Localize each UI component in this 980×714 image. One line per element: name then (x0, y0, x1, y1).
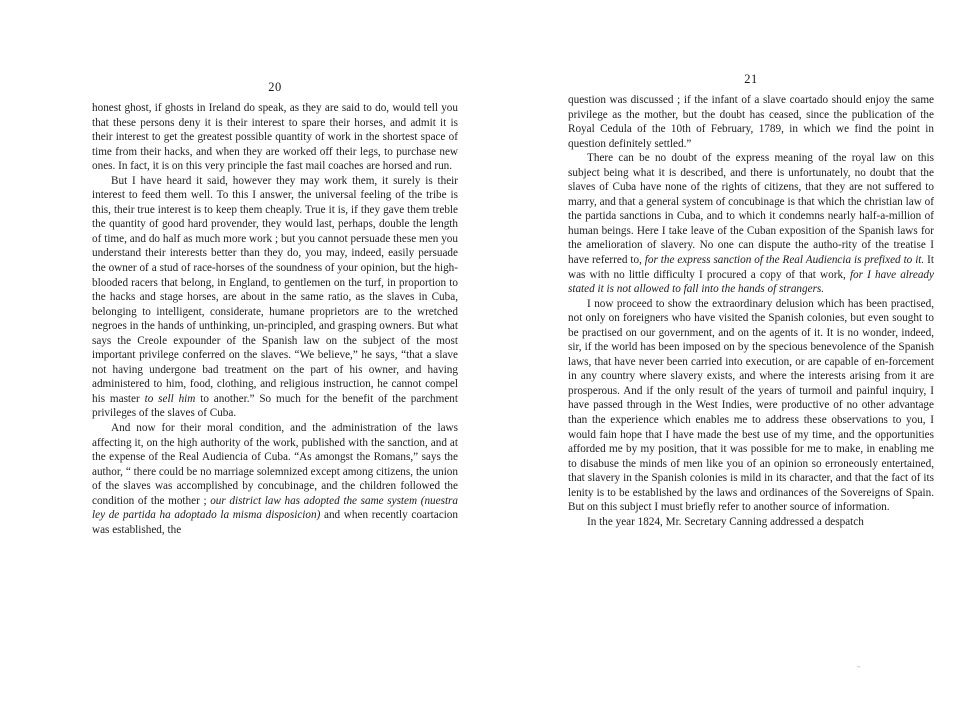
paragraph (568, 515, 934, 530)
left-page (92, 0, 458, 714)
text-run: question was discussed ; if the infant of a slave coartado should enjoy the same privilege as the mother, but the doubt has ceased, since the publication of the Royal Cedula of the 10th of February, 1789, in which we find the point in question definitely settled.” (568, 94, 934, 150)
text-run: In the year 1824, Mr. Secretary Canning addressed a despatch (587, 515, 864, 528)
page-number: 21 (744, 72, 758, 86)
text-run: There can be no doubt of the express meaning of the royal law on this subject being what it is described, and there is unfortunately, no doubt that the slaves of Cuba have none of the rights of citizens, that they are not suffered to marry, and that a general system of concubinage is that which the christian law of the partida sanctions in Cuba, and to which it condemns nearly half-a-million of human beings. Here I take leave of the Cuban exposition of the Spanish laws for the amelioration of slavery. No one can dispute the autho-rity of the treatise I have referred to, (568, 152, 934, 267)
paragraph (568, 297, 934, 515)
paragraph (568, 93, 934, 151)
page-number: 20 (268, 80, 282, 94)
paragraph (568, 151, 934, 296)
text-run: and when recently coartacion was established, the (92, 509, 458, 536)
paragraph (92, 421, 458, 537)
text-run: But I have heard it said, however they may work them, it surely is their interest to feed them well. To this I answer, the universal feeling of the tribe is this, their true interest is to keep them cheaply. True it is, if they gave them treble the quantity of good hard provender, they would last, perhaps, double the length of time, and do half as much more work ; but you cannot persuade these men you understand their interests better than they do, you may, indeed, easily persuade the owner of a stud of race-horses of the soundness of your opinion, but the high-blooded racers that belong, in England, to gentlemen on the turf, in proportion to the hacks and stage horses, are about in the same ratio, as the slaves in Cuba, belonging to intelligent, considerate, humane proprietors are to the wretched negroes in the hands of unthinking, un-principled, and grasping owners. But what says the Creole expounder of the Spanish law on the subject of the most important privilege conferred on the slaves. “We believe,” he says, “that a slave not having undergone bad treatment on the part of his owner, and having administered to him, food, clothing, and religious instruction, he cannot compel his master (92, 174, 458, 405)
italic-run: for the express sanction of the Real Audiencia is prefixed to it. (644, 254, 925, 267)
text-run: honest ghost, if ghosts in Ireland do speak, as they are said to do, would tell you that these persons deny it is their interest to spare their horses, and admit it is their interest to get the greatest possible quantity of work in the shortest space of time from their hacks, and when they are worked off their legs, to purchase new ones. In fact, it is on this very principle the fast mail coaches are horsed and run. (92, 102, 458, 173)
italic-run: our district law has adopted the same system (nuestra ley de partida ha adoptado la misma disposicion) (92, 494, 459, 522)
italic-run: to sell him (144, 392, 196, 405)
text-run: And now for their moral condition, and the administration of the laws affecting it, on the high authority of the work, published with the sanction, and at the expense of the Real Audiencia of Cuba. “As amongst the Romans,” says the author, “ there could be no marriage solemnized except among citizens, the union of the slaves was accomplished by concubinage, and the children followed the condition of the mother ; (92, 422, 458, 507)
paragraph (92, 174, 458, 421)
text-run: It was with no little difficulty I procured a copy of that work, (568, 254, 934, 281)
text-run: to another.” So much for the benefit of the parchment privileges of the slaves of Cuba. (92, 392, 458, 420)
text-run: I now proceed to show the extraordinary delusion which has been practised, not only on foreigners who have visited the Spanish colonies, but even sought to be practised on our government, and on the agents of it. It is no wonder, indeed, sir, if the world has been imposed on by the specious benevolence of the Spanish laws, that have never been carried into execution, or are capable of en-forcement in any country where slavery exists, and where the interests arising from it are prosperous. And if the only result of the years of turmoil and painful inquiry, I have passed through in the West Indies, were productive of no other advantage than the experience which enables me to address these observations to you, I would fain hope that I have made the best use of my time, and the opportunities afforded me by my position, that it was possible for me to make, in enabling me to disabuse the minds of men like you of an opinion so erroneously entertained, that slavery in the Spanish colonies is mild in its character, and that the fact of its lenity is to be established by the laws and ordinances of the Sovereigns of Spain. But on this subject I must briefly refer to another source of information. (568, 297, 934, 514)
italic-run: for I have already stated it is not allowed to fall into the hands of strangers. (568, 268, 934, 296)
page-text (92, 101, 458, 537)
paragraph (92, 101, 458, 174)
print-smudge: ~ (857, 665, 861, 671)
right-page (568, 0, 934, 714)
page-text (568, 93, 934, 529)
